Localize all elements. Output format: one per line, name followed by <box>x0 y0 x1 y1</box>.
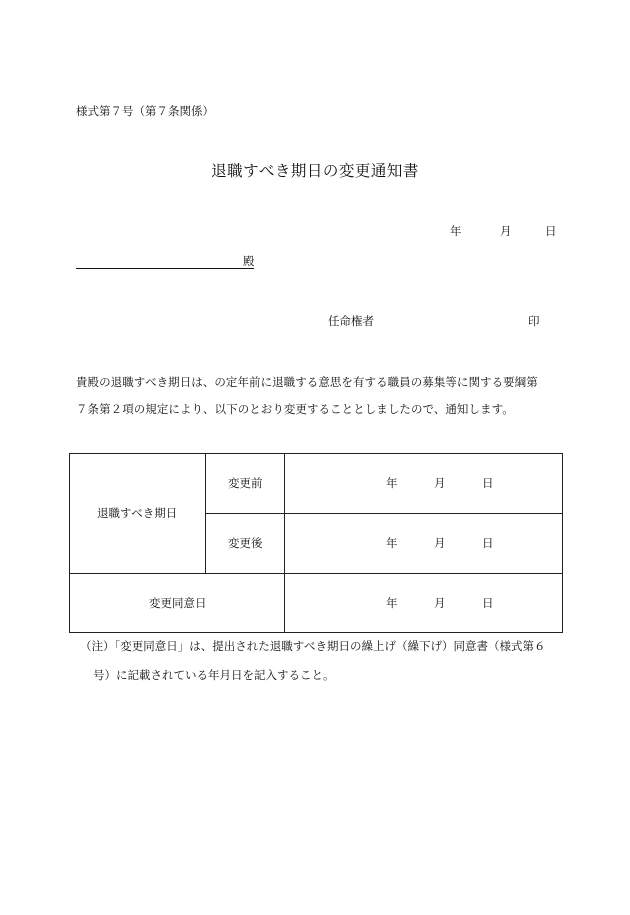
addressee-blank-line <box>76 268 254 269</box>
issue-date-month: 月 <box>500 224 512 238</box>
issue-date-year: 年 <box>450 224 462 238</box>
appointer-label: 任命権者 <box>328 314 374 328</box>
after-date-year: 年 <box>386 536 398 550</box>
footnote-line-2: 号）に記載されている年月日を記入すること。 <box>93 668 335 682</box>
after-change-label: 変更後 <box>228 536 263 550</box>
seal-mark: 印 <box>528 314 540 328</box>
body-text-line-2: ７条第２項の規定により、以下のとおり変更することとしましたので、通知します。 <box>76 402 514 416</box>
footnote-line-1: （注）「変更同意日」は、提出された退職すべき期日の繰上げ（繰下げ）同意書（様式第６ <box>80 639 546 653</box>
after-date-month: 月 <box>434 536 446 550</box>
consent-date-month: 月 <box>434 596 446 610</box>
consent-date-label: 変更同意日 <box>149 596 207 610</box>
table-divider <box>284 454 285 632</box>
before-date-month: 月 <box>434 476 446 490</box>
consent-date-year: 年 <box>386 596 398 610</box>
retirement-date-label: 退職すべき期日 <box>97 506 178 520</box>
before-change-label: 変更前 <box>228 476 263 490</box>
before-date-year: 年 <box>386 476 398 490</box>
table-divider <box>205 513 562 514</box>
before-date-day: 日 <box>482 476 494 490</box>
body-text-line-1: 貴殿の退職すべき期日は、の定年前に退職する意思を有する職員の募集等に関する要綱第 <box>76 375 538 389</box>
consent-date-day: 日 <box>482 596 494 610</box>
change-notice-table <box>69 453 563 633</box>
after-date-day: 日 <box>482 536 494 550</box>
document-title: 退職すべき期日の変更通知書 <box>211 162 419 180</box>
form-number: 様式第７号（第７条関係） <box>76 104 214 118</box>
table-divider <box>70 573 562 574</box>
issue-date-day: 日 <box>545 224 557 238</box>
addressee-suffix: 殿 <box>243 254 255 268</box>
